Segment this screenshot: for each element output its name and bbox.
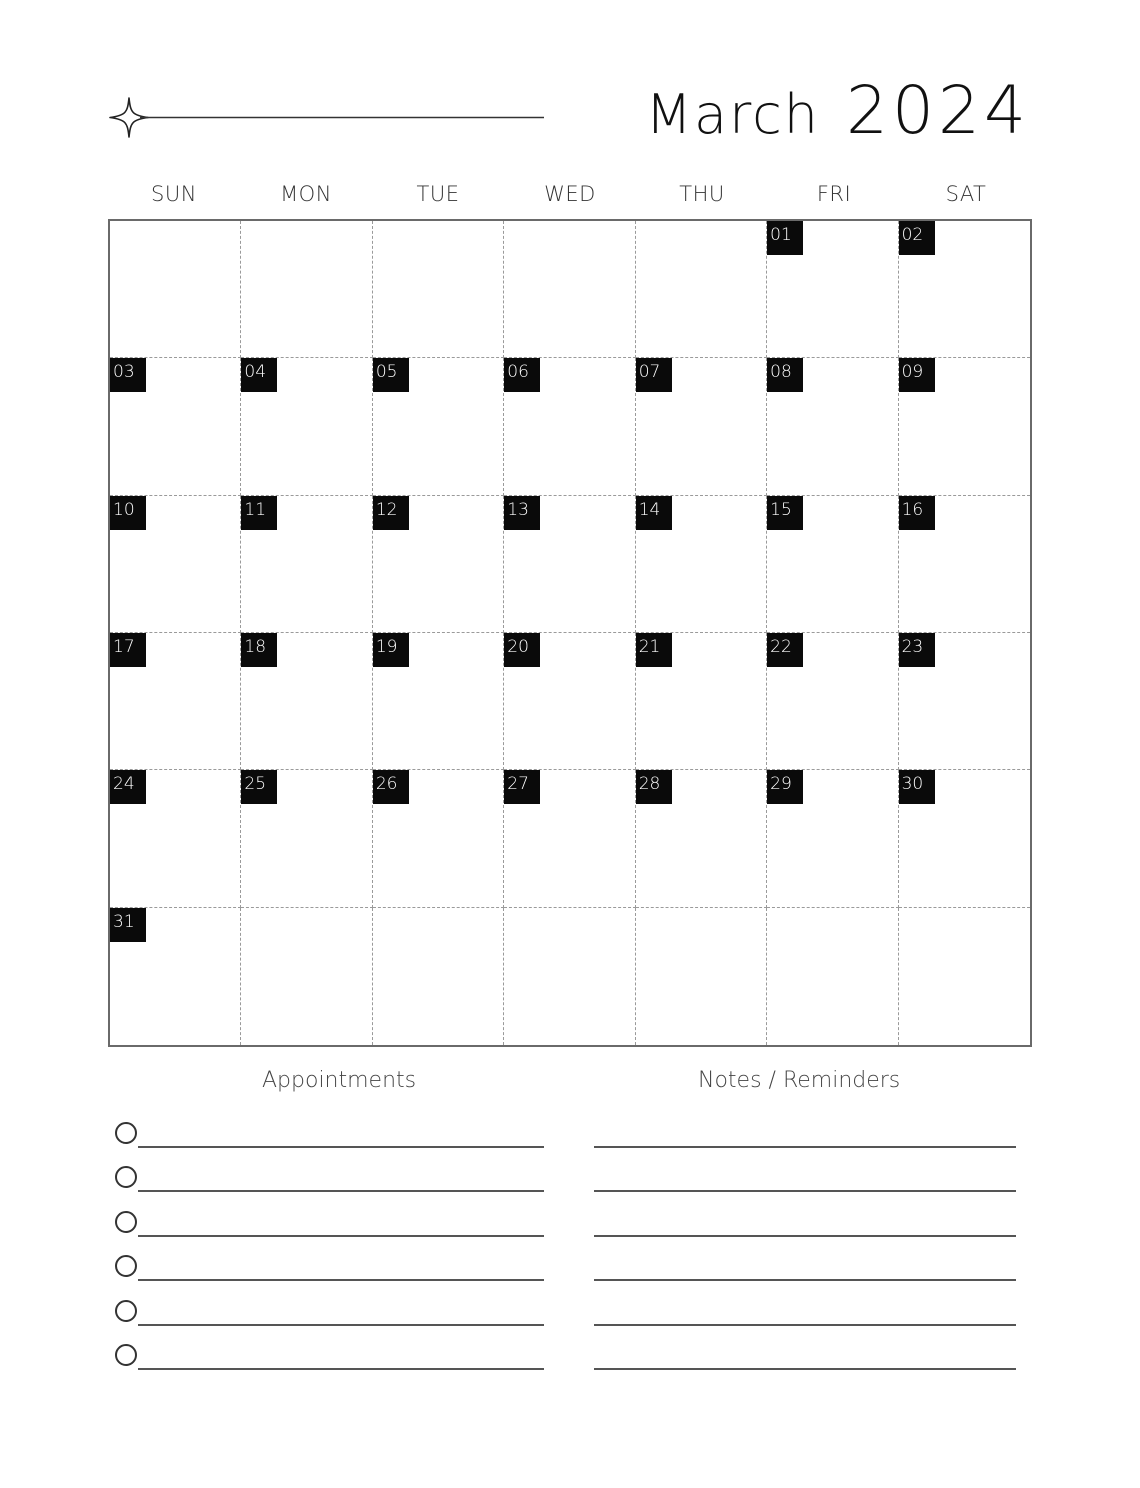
day-number: 13 [504,496,540,530]
day-number: 21 [636,633,672,667]
notes-title: Notes / Reminders [698,1068,901,1093]
notes-list [594,1118,1016,1384]
appointment-row[interactable] [112,1296,544,1340]
day-number: 11 [241,496,277,530]
day-number: 27 [504,770,540,804]
calendar-day-cell[interactable] [241,358,372,495]
day-number: 16 [899,496,935,530]
day-number: 04 [241,358,277,392]
weekday-header [108,182,1032,212]
day-number: 30 [899,770,935,804]
note-row[interactable] [594,1340,1016,1384]
day-number: 10 [110,496,146,530]
sparkle-divider [108,96,548,140]
weekday-label: MON [280,182,332,206]
checkbox-circle-icon[interactable] [115,1122,137,1144]
writing-line [594,1368,1016,1370]
weekday-label: TUE [416,182,460,206]
appointment-row[interactable] [112,1207,544,1251]
page-title [645,72,1030,149]
day-number: 03 [110,358,146,392]
day-number: 07 [636,358,672,392]
calendar-day-cell[interactable] [636,221,767,358]
calendar-day-cell[interactable] [767,221,898,358]
day-number: 17 [110,633,146,667]
checkbox-circle-icon[interactable] [115,1211,137,1233]
appointments-list [112,1118,544,1384]
calendar-day-cell[interactable] [504,358,635,495]
calendar-day-cell[interactable] [899,358,1030,495]
day-number: 09 [899,358,935,392]
calendar-day-cell[interactable] [899,496,1030,633]
writing-line [138,1279,544,1281]
day-number: 20 [504,633,540,667]
calendar-day-cell[interactable] [504,221,635,358]
appointment-row[interactable] [112,1118,544,1162]
calendar-day-cell[interactable] [110,496,241,633]
day-number: 08 [767,358,803,392]
calendar-day-cell[interactable] [504,633,635,770]
checkbox-circle-icon[interactable] [115,1255,137,1277]
checkbox-circle-icon[interactable] [115,1166,137,1188]
appointments-title: Appointments [262,1068,417,1093]
weekday-label: THU [679,182,725,206]
day-number: 06 [504,358,540,392]
day-number: 26 [373,770,409,804]
calendar-day-cell[interactable] [767,908,898,1045]
calendar-day-cell[interactable] [899,770,1030,907]
writing-line [594,1324,1016,1326]
day-number: 15 [767,496,803,530]
day-number: 24 [110,770,146,804]
weekday-label: FRI [816,182,852,206]
calendar-day-cell[interactable] [373,221,504,358]
writing-line [594,1235,1016,1237]
checkbox-circle-icon[interactable] [115,1344,137,1366]
calendar-day-cell[interactable] [110,770,241,907]
note-row[interactable] [594,1251,1016,1295]
calendar-day-cell[interactable] [899,221,1030,358]
day-number: 01 [767,221,803,255]
appointment-row[interactable] [112,1340,544,1384]
writing-line [138,1324,544,1326]
calendar-day-cell[interactable] [110,908,241,1045]
calendar-day-cell[interactable] [767,496,898,633]
calendar-day-cell[interactable] [636,358,767,495]
calendar-day-cell[interactable] [110,358,241,495]
writing-line [594,1279,1016,1281]
calendar-day-cell[interactable] [504,908,635,1045]
day-number: 12 [373,496,409,530]
day-number: 18 [241,633,277,667]
year-title: 2024 [846,72,1030,149]
calendar-day-cell[interactable] [373,633,504,770]
appointment-row[interactable] [112,1162,544,1206]
calendar-day-cell[interactable] [373,908,504,1045]
calendar-day-cell[interactable] [767,358,898,495]
calendar-day-cell[interactable] [636,770,767,907]
calendar-day-cell[interactable] [767,633,898,770]
calendar-day-cell[interactable] [373,496,504,633]
calendar-day-cell[interactable] [504,770,635,907]
appointment-row[interactable] [112,1251,544,1295]
weekday-label: SUN [151,182,197,206]
note-row[interactable] [594,1162,1016,1206]
weekday-label: SAT [945,182,987,206]
day-number: 02 [899,221,935,255]
day-number: 05 [373,358,409,392]
day-number: 25 [241,770,277,804]
day-number: 22 [767,633,803,667]
calendar-day-cell[interactable] [636,908,767,1045]
writing-line [594,1190,1016,1192]
writing-line [138,1190,544,1192]
day-number: 23 [899,633,935,667]
calendar-day-cell[interactable] [504,496,635,633]
note-row[interactable] [594,1118,1016,1162]
calendar-grid [108,219,1032,1047]
calendar-day-cell[interactable] [373,358,504,495]
writing-line [594,1146,1016,1148]
note-row[interactable] [594,1296,1016,1340]
calendar-day-cell[interactable] [241,633,372,770]
checkbox-circle-icon[interactable] [115,1300,137,1322]
writing-line [138,1235,544,1237]
calendar-day-cell[interactable] [899,633,1030,770]
weekday-label: WED [544,182,596,206]
day-number: 14 [636,496,672,530]
calendar-day-cell[interactable] [899,908,1030,1045]
day-number: 29 [767,770,803,804]
calendar-day-cell[interactable] [110,221,241,358]
calendar-day-cell[interactable] [110,633,241,770]
writing-line [138,1368,544,1370]
calendar-day-cell[interactable] [767,770,898,907]
calendar-day-cell[interactable] [373,770,504,907]
writing-line [138,1146,544,1148]
calendar-day-cell[interactable] [241,908,372,1045]
day-number: 28 [636,770,672,804]
day-number: 31 [110,908,146,942]
calendar-day-cell[interactable] [241,770,372,907]
month-title: March [645,83,821,146]
calendar-day-cell[interactable] [241,221,372,358]
calendar-day-cell[interactable] [241,496,372,633]
calendar-day-cell[interactable] [636,633,767,770]
calendar-day-cell[interactable] [636,496,767,633]
note-row[interactable] [594,1207,1016,1251]
day-number: 19 [373,633,409,667]
